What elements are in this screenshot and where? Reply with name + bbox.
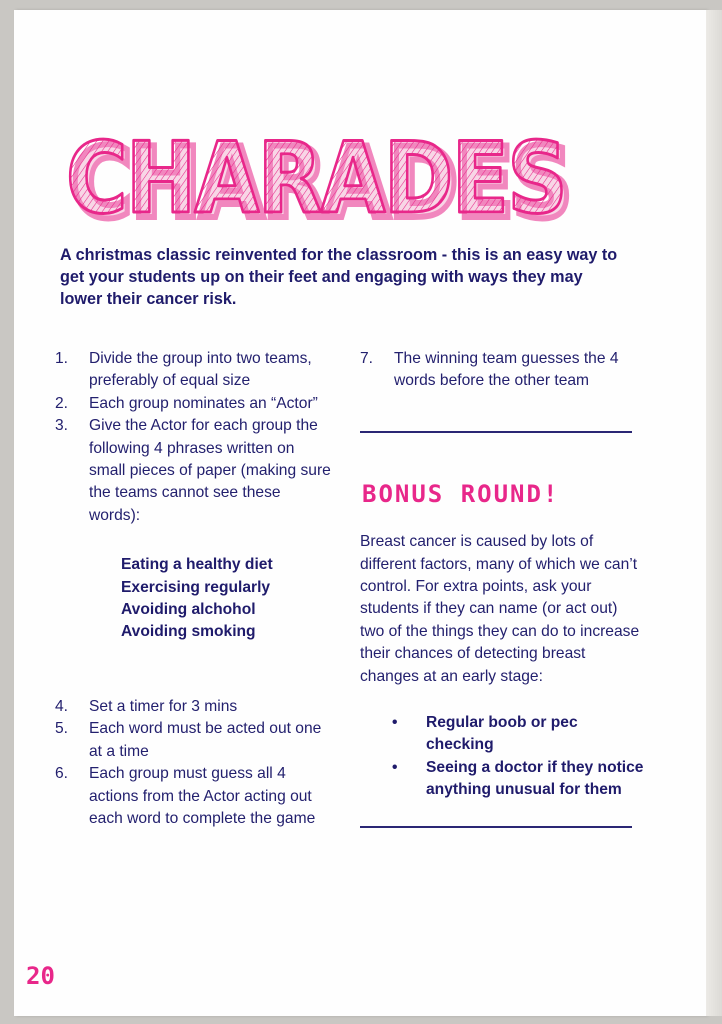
list-item: 7. The winning team guesses the 4 words before the other team: [360, 350, 619, 390]
list-item: • Seeing a doctor if they notice anything unusual for them: [392, 757, 645, 802]
list-item: 2. Each group nominates an “Actor”: [55, 394, 318, 412]
bonus-bullet-list: [360, 712, 645, 802]
title-charades: [58, 100, 578, 250]
list-item: 4. Set a timer for 3 mins: [55, 697, 238, 715]
page-number: 20: [26, 962, 55, 990]
bullet-icon: •: [392, 714, 398, 732]
steps-list-c: [360, 348, 645, 393]
bonus-round-heading: BONUS ROUND!: [362, 479, 560, 508]
phrase-item: Exercising regularly: [121, 578, 271, 596]
left-column: [55, 348, 335, 830]
divider-rule: [360, 826, 632, 828]
list-item: 3. Give the Actor for each group the following 4 phrases written on small pieces of paper (making sure the teams cannot see these words):: [55, 417, 331, 524]
phrase-item: Avoiding smoking: [121, 623, 256, 641]
list-item: 1. Divide the group into two teams, preferably of equal size: [55, 350, 312, 390]
list-item: • Regular boob or pec checking: [392, 712, 645, 757]
phrase-item: Eating a healthy diet: [121, 556, 273, 574]
svg-text:CHARADES: CHARADES: [71, 127, 571, 241]
title-text: CHARADES: [66, 122, 566, 236]
bullet-icon: •: [392, 758, 398, 776]
book-spine: [706, 10, 722, 1016]
phrase-item: Avoiding alchohol: [121, 601, 256, 619]
steps-list-a: [55, 348, 335, 527]
right-column: [360, 348, 645, 828]
bonus-paragraph: Breast cancer is caused by lots of different factors, many of which we can’t control. For extra points, ask your students if they can name (or act out) two of the things they can do to increase their chances of detecting breast changes at an early stage:: [360, 533, 640, 685]
steps-list-b: [55, 696, 335, 830]
list-item: 5. Each word must be acted out one at a time: [55, 720, 322, 760]
list-item: 6. Each group must guess all 4 actions from the Actor acting out each word to complete the game: [55, 765, 316, 827]
intro-paragraph: A christmas classic reinvented for the classroom - this is an easy way to get your students up on their feet and engaging with ways they may lower their cancer risk.: [60, 246, 618, 308]
divider-rule: [360, 431, 632, 433]
phrases-list: [121, 554, 335, 644]
